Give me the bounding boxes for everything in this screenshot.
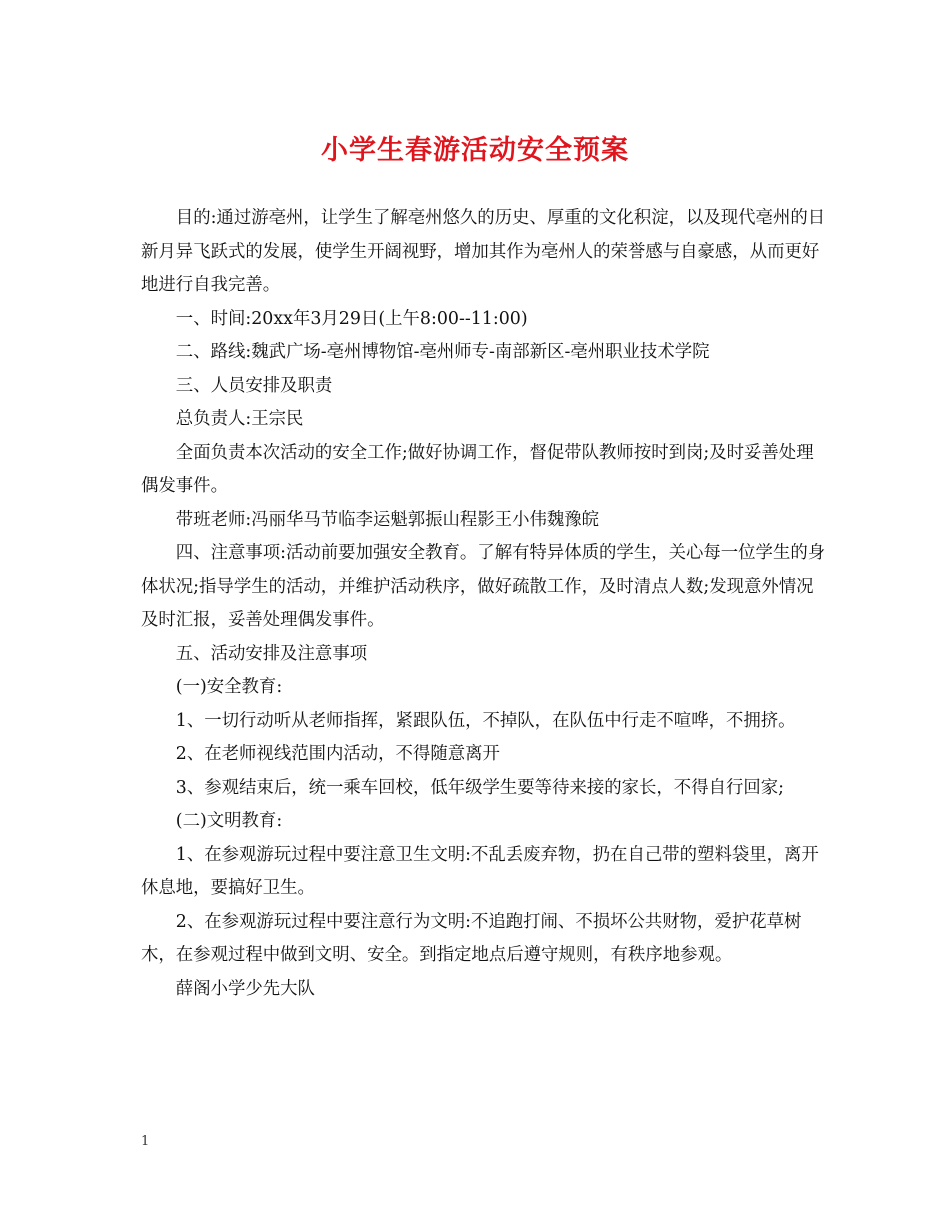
- paragraph-time: 一、时间:20xx年3月29日(上午8:00--11:00): [175, 308, 528, 329]
- document-body: [141, 202, 827, 1006]
- paragraph-civility-2: 2、在参观游玩过程中要注意行为文明:不追跑打闹、不损坏公共财物，爱护花草树木，在参观过程中做到文明、安全。到指定地点后遵守规则，有秩序地参观。: [141, 911, 802, 965]
- paragraph-class-teachers: 带班老师:冯丽华马节临李运魁郭振山程影王小伟魏豫皖: [175, 509, 600, 530]
- paragraph-civility-heading: (二)文明教育:: [175, 811, 283, 831]
- page-number: 1: [141, 1134, 150, 1149]
- paragraph-safety-2: 2、在老师视线范围内活动，不得随意离开: [175, 744, 500, 764]
- paragraph-chief-duties: 全面负责本次活动的安全工作;做好协调工作，督促带队教师按时到岗;及时妥善处理偶发事件。: [141, 442, 814, 496]
- paragraph-signature: 薛阁小学少先大队: [175, 978, 315, 999]
- paragraph-safety-3: 3、参观结束后，统一乘车回校，低年级学生要等待来接的家长，不得自行回家;: [175, 777, 785, 798]
- document-title: 小学生春游活动安全预案: [321, 135, 629, 166]
- paragraph-safety-1: 1、一切行动听从老师指挥，紧跟队伍，不掉队，在队伍中行走不喧哗，不拥挤。: [175, 710, 796, 731]
- paragraph-route: 二、路线:魏武广场-亳州博物馆-亳州师专-南部新区-亳州职业技术学院: [175, 342, 710, 362]
- paragraph-civility-1: 1、在参观游玩过程中要注意卫生文明:不乱丢废弃物，扔在自己带的塑料袋里，离开休息地，要搞好卫生。: [141, 844, 819, 898]
- paragraph-arrangement-heading: 五、活动安排及注意事项: [175, 643, 368, 664]
- paragraph-chief: 总负责人:王宗民: [175, 409, 304, 429]
- paragraph-safety-heading: (一)安全教育:: [175, 677, 283, 697]
- paragraph-notes: 四、注意事项:活动前要加强安全教育。了解有特异体质的学生，关心每一位学生的身体状况;指导学生的活动，并维护活动秩序，做好疏散工作，及时清点人数;发现意外情况及时汇报，妥善处理偶发事件。: [141, 543, 826, 630]
- paragraph-purpose: 目的:通过游亳州，让学生了解亳州悠久的历史、厚重的文化积淀，以及现代亳州的日新月异飞跃式的发展，使学生开阔视野，增加其作为亳州人的荣誉感与自豪感，从而更好地进行自我完善。: [141, 208, 826, 295]
- paragraph-staffing-heading: 三、人员安排及职责: [175, 375, 333, 396]
